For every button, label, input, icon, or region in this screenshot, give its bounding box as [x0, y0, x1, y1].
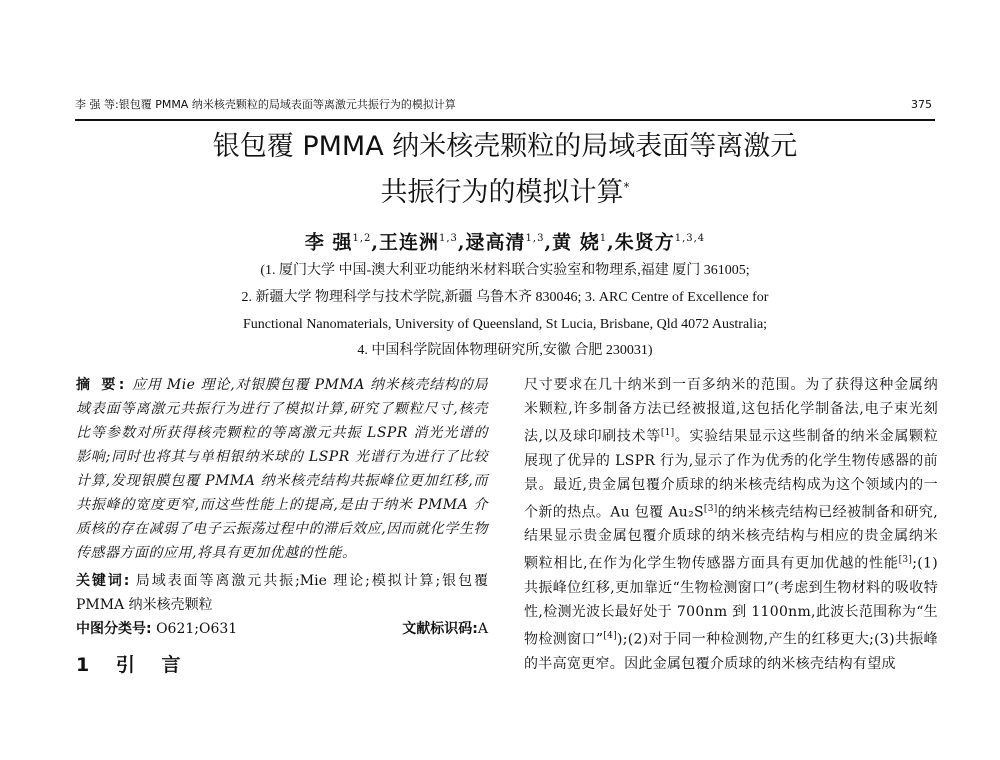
- intro-text-1: 尺寸要求在几十纳米到一百多纳米的范围。为了获得这种金属纳米颗粒,许多制备方法已经被报道,这包括化学制备法,电子束光刻法,以及球印刷技术等: [524, 377, 938, 445]
- author-affiliation: 1,3: [525, 233, 545, 244]
- citation-ref: [3]: [898, 555, 913, 566]
- section-heading: [76, 651, 488, 679]
- abstract: [76, 373, 488, 565]
- author-name: 朱贤方: [614, 231, 675, 254]
- author-name: 黄 娆: [552, 231, 600, 254]
- title-line-2: [75, 170, 935, 210]
- intro-text-2: 。实验结果显示这些制备的纳米金属颗粒展现了优异的 LSPR 行为,显示了作为优秀的化学生物传感器的前景。最近,贵金属包覆介质球的纳米核壳结构成为这个领域内的一个新的热点。Au 包覆 Au₂S: [524, 428, 938, 521]
- section-number: 1: [76, 654, 100, 676]
- author-name: 逯高清: [465, 231, 526, 254]
- keywords-label: 关键词:: [76, 573, 130, 589]
- running-head: [75, 98, 932, 112]
- running-head-text: 李 强 等:银包覆 PMMA 纳米核壳颗粒的局域表面等离激元共振行为的模拟计算: [75, 98, 456, 111]
- doc-code-value: A: [477, 621, 488, 637]
- citation-ref: [1]: [660, 428, 675, 438]
- author-list: 李 强$^{1,2}$,王连洲$^{1,3}$,逯高清$^{1,3}$,黄 娆$^1$,朱贤方$^{1,3,4}$: [304, 231, 706, 254]
- title-footnote-mark: *: [623, 180, 630, 194]
- affiliation-line-1: (1. 厦门大学 中国-澳大利亚功能纳米材料联合实验室和物理系,福建 厦门 361005;: [260, 263, 750, 278]
- citation-ref: [3]: [703, 503, 718, 514]
- abstract-label: 摘 要:: [76, 377, 128, 393]
- author-affiliation: 1,3: [439, 233, 458, 244]
- intro-text-3: 的纳米核壳结构已经被制备和研究,结果显示贵金属包覆介质球的纳米核壳结构与相应的贵金属纳米颗粒相比,在作为化学生物传感器方面具有更加优越的性能: [524, 504, 938, 572]
- classification-row: [76, 617, 488, 641]
- doc-code-label: 文献标识码:: [402, 621, 478, 637]
- affiliation-line-4: 4. 中国科学院固体物理研究所,安徽 合肥 230031): [357, 343, 653, 358]
- title-line-2-text: 共振行为的模拟计算: [380, 177, 624, 208]
- author-affiliation: 1: [599, 233, 608, 244]
- right-column: [524, 373, 938, 676]
- affiliation-line-3: Functional Nanomaterials, University of Queensland, St Lucia, Brisbane, Qld 4072 Australia;: [242, 317, 768, 332]
- keywords: [76, 569, 488, 617]
- keywords-text: 局域表面等离激元共振;Mie 理论;模拟计算;银包覆 PMMA 纳米核壳颗粒: [76, 573, 488, 613]
- page-number: 375: [911, 98, 932, 111]
- intro-text-5: );(2)对于同一种检测物,产生的红移更大;(3)共振峰的半高宽更窄。因此金属包覆介质球的纳米核壳结构有望成: [524, 631, 938, 672]
- left-column: [76, 373, 488, 679]
- header-rule: [75, 119, 935, 121]
- author-affiliation: 1,2: [352, 233, 372, 244]
- citation-ref: [4]: [603, 630, 618, 641]
- clc-label: 中图分类号:: [76, 621, 152, 637]
- abstract-text: 应用 Mie 理论,对银膜包覆 PMMA 纳米核壳结构的局域表面等离激元共振行为进行了模拟计算,研究了颗粒尺寸,核壳比等参数对所获得核壳颗粒的等离激元共振 LSPR 消光光谱的影响;同时也将其与单相银纳米球的 LSPR 光谱行为进行了比较计算,发现银膜包覆 PMMA 纳米核壳结构共振峰位更加红移,而共振峰的宽度更窄,而这些性能上的提高,是由于纳米 PMMA 介质核的存在减弱了电子云振荡过程中的滞后效应,因而就化学生物传感器方面的应用,将具有更加优越的性能。: [76, 377, 488, 561]
- affiliation-line-2: 2. 新疆大学 物理科学与技术学院,新疆 乌鲁木齐 830046; 3. ARC Centre of Excellence for: [241, 290, 769, 305]
- author-affiliation: 1,3,4: [674, 233, 706, 244]
- title-line-1: 银包覆 PMMA 纳米核壳颗粒的局域表面等离激元: [212, 131, 798, 162]
- intro-paragraph: [524, 373, 938, 676]
- clc-value: O621;O631: [156, 621, 238, 637]
- intro-text-4: ;(1)共振峰位红移,更加靠近“生物检测窗口”(考虑到生物材料的吸收特性,检测光波长最好处于 700nm 到 1100nm,此波长范围称为“生物检测窗口”: [524, 555, 938, 648]
- author-name: 李 强: [304, 231, 353, 254]
- author-name: 王连洲: [378, 231, 439, 254]
- section-title: 引 言: [115, 654, 191, 676]
